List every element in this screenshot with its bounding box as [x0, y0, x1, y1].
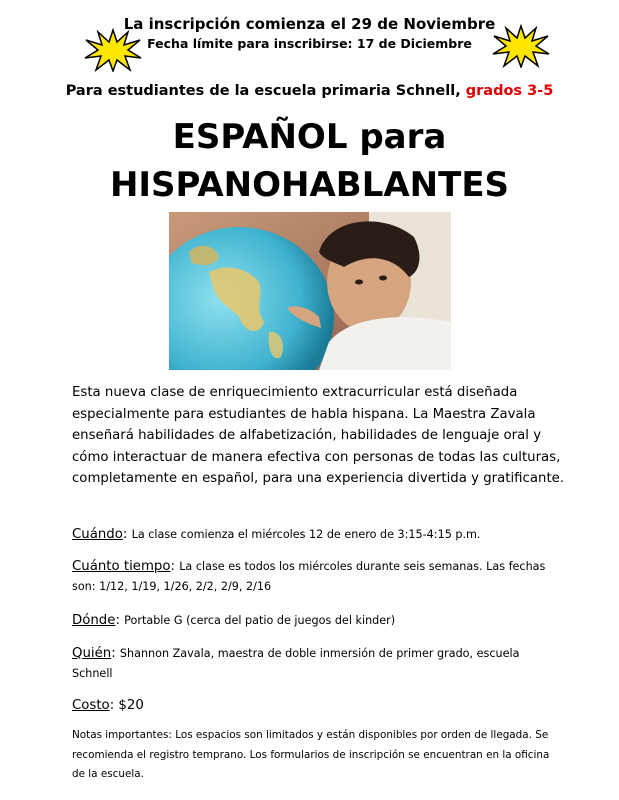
boy-with-globe-photo [169, 212, 451, 370]
who-label: Quién [72, 646, 112, 661]
registration-deadline: Fecha límite para inscribirse: 17 de Diciembre [147, 36, 472, 51]
cost-label: Costo [72, 698, 110, 713]
where-value: Portable G (cerca del patio de juegos del kinder) [124, 614, 396, 627]
audience-line [0, 83, 619, 99]
cost-field: Costo: $20 [72, 698, 144, 713]
cost-value: $20 [118, 698, 144, 713]
how-long-value: La clase es todos los miércoles durante seis semanas. Las fechas son: 1/12, 1/19, 1/26, 2/2, 2/9, 2/16 [72, 560, 546, 593]
intro-paragraph: Esta nueva clase de enriquecimiento extracurricular está diseñada especialmente para estudiantes de habla hispana. La Maestra Zavala enseñará habilidades de alfabetización, habilidades de lenguaje oral y cómo interactuar de manera efectiva con personas de todas las culturas, completamente en español, para una experiencia divertida y gratificante. [72, 385, 565, 487]
where-label: Dónde [72, 613, 116, 628]
how-long-label: Cuánto tiempo [72, 559, 171, 574]
page-title [0, 113, 619, 209]
when-field: Cuándo: La clase comienza el miércoles 12 de enero de 3:15-4:15 p.m. [72, 527, 481, 542]
how-long-field: Cuánto tiempo: La clase es todos los miércoles durante seis semanas. Las fechas son: 1/12, 1/19, 1/26, 2/2, 2/9, 2/16 [72, 559, 546, 593]
grades-label: grados 3-5 [465, 83, 554, 99]
when-value: La clase comienza el miércoles 12 de enero de 3:15-4:15 p.m. [131, 528, 481, 541]
where-field: Dónde: Portable G (cerca del patio de juegos del kinder) [72, 613, 396, 628]
when-label: Cuándo [72, 527, 123, 542]
who-value: Shannon Zavala, maestra de doble inmersión de primer grado, escuela Schnell [72, 647, 520, 680]
important-notes: Notas importantes: Los espacios son limitados y están disponibles por orden de llegada. Se recomienda el registro temprano. Los formularios de inscripción se encuentran en la oficina de la escuela. [72, 729, 550, 780]
title-line-2: HISPANOHABLANTES [109, 165, 510, 205]
who-field: Quién: Shannon Zavala, maestra de doble inmersión de primer grado, escuela Schnell [72, 646, 520, 680]
registration-start: La inscripción comienza el 29 de Noviembre [123, 15, 496, 33]
audience-text: Para estudiantes de la escuela primaria Schnell, [65, 83, 466, 99]
title-line-1: ESPAÑOL para [172, 117, 447, 157]
registration-banner [0, 6, 619, 64]
